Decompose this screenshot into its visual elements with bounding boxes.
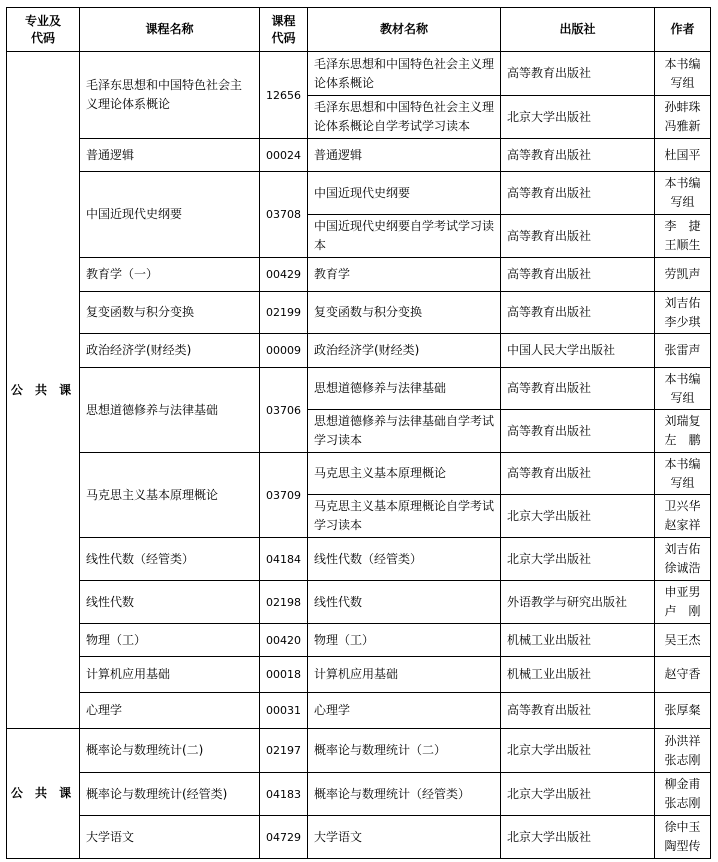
- course-code: 00024: [260, 139, 308, 172]
- table-row: [7, 729, 711, 773]
- author: 申亚男 卢 刚: [655, 581, 711, 624]
- textbook-title: 概率论与数理统计（经管类）: [308, 773, 501, 816]
- course-code: 02198: [260, 581, 308, 624]
- textbook-title: 心理学: [308, 693, 501, 729]
- author: 劳凯声: [655, 258, 711, 292]
- publisher: 高等教育出版社: [501, 172, 655, 215]
- header-course: 课程名称: [80, 8, 260, 52]
- table-row: [7, 139, 711, 172]
- course-code: 03709: [260, 453, 308, 538]
- author: 张厚粲: [655, 693, 711, 729]
- table-row: [7, 816, 711, 859]
- course-name: 中国近现代史纲要: [80, 172, 260, 258]
- textbook-title: 计算机应用基础: [308, 657, 501, 693]
- table-row: [7, 693, 711, 729]
- category-cell: 公 共 课: [7, 729, 80, 859]
- course-name: 马克思主义基本原理概论: [80, 453, 260, 538]
- course-code: 03708: [260, 172, 308, 258]
- course-name: 概率论与数理统计(经管类): [80, 773, 260, 816]
- publisher: 北京大学出版社: [501, 773, 655, 816]
- course-name: 复变函数与积分变换: [80, 292, 260, 334]
- textbook-title: 中国近现代史纲要自学考试学习读本: [308, 215, 501, 258]
- author: 孙洪祥 张志刚: [655, 729, 711, 773]
- author: 刘吉佑 李少琪: [655, 292, 711, 334]
- table-row: [7, 258, 711, 292]
- table-row: [7, 773, 711, 816]
- author: 赵守香: [655, 657, 711, 693]
- textbook-title: 政治经济学(财经类): [308, 334, 501, 368]
- publisher: 北京大学出版社: [501, 729, 655, 773]
- table-row: [7, 368, 711, 410]
- course-code: 03706: [260, 368, 308, 453]
- textbook-table: [6, 7, 711, 859]
- textbook-title: 复变函数与积分变换: [308, 292, 501, 334]
- publisher: 高等教育出版社: [501, 453, 655, 495]
- table-row: [7, 292, 711, 334]
- author: 本书编 写组: [655, 172, 711, 215]
- category-cell: 公 共 课: [7, 52, 80, 729]
- course-name: 毛泽东思想和中国特色社会主义理论体系概论: [80, 52, 260, 139]
- publisher: 高等教育出版社: [501, 139, 655, 172]
- table-row: [7, 538, 711, 581]
- course-code: 00018: [260, 657, 308, 693]
- publisher: 高等教育出版社: [501, 215, 655, 258]
- course-code: 02197: [260, 729, 308, 773]
- author: 刘瑞复 左 鹏: [655, 410, 711, 453]
- textbook-title: 思想道德修养与法律基础自学考试学习读本: [308, 410, 501, 453]
- author: 本书编 写组: [655, 453, 711, 495]
- textbook-title: 线性代数: [308, 581, 501, 624]
- course-name: 线性代数（经管类）: [80, 538, 260, 581]
- textbook-title: 思想道德修养与法律基础: [308, 368, 501, 410]
- course-name: 心理学: [80, 693, 260, 729]
- course-name: 概率论与数理统计(二): [80, 729, 260, 773]
- table-row: [7, 52, 711, 96]
- textbook-title: 毛泽东思想和中国特色社会主义理论体系概论: [308, 52, 501, 96]
- table-row: [7, 624, 711, 657]
- author: 李 捷 王顺生: [655, 215, 711, 258]
- author: 张雷声: [655, 334, 711, 368]
- author: 本书编 写组: [655, 368, 711, 410]
- course-code: 04183: [260, 773, 308, 816]
- course-name: 计算机应用基础: [80, 657, 260, 693]
- course-code: 12656: [260, 52, 308, 139]
- course-name: 政治经济学(财经类): [80, 334, 260, 368]
- textbook-title: 中国近现代史纲要: [308, 172, 501, 215]
- publisher: 外语教学与研究出版社: [501, 581, 655, 624]
- table-row: [7, 172, 711, 215]
- course-code: 00009: [260, 334, 308, 368]
- header-author: 作者: [655, 8, 711, 52]
- course-code: 02199: [260, 292, 308, 334]
- author: 徐中玉 陶型传: [655, 816, 711, 859]
- author: 卫兴华 赵家祥: [655, 495, 711, 538]
- author: 孙蚌珠 冯雅新: [655, 96, 711, 139]
- table-row: [7, 334, 711, 368]
- publisher: 机械工业出版社: [501, 657, 655, 693]
- course-name: 线性代数: [80, 581, 260, 624]
- course-name: 物理（工）: [80, 624, 260, 657]
- textbook-title: 马克思主义基本原理概论: [308, 453, 501, 495]
- publisher: 北京大学出版社: [501, 96, 655, 139]
- course-code: 04729: [260, 816, 308, 859]
- author: 刘吉佑 徐诚浩: [655, 538, 711, 581]
- course-name: 思想道德修养与法律基础: [80, 368, 260, 453]
- author: 柳金甫 张志刚: [655, 773, 711, 816]
- publisher: 北京大学出版社: [501, 816, 655, 859]
- textbook-title: 教育学: [308, 258, 501, 292]
- publisher: 高等教育出版社: [501, 258, 655, 292]
- header-code: 课程 代码: [260, 8, 308, 52]
- table-row: [7, 657, 711, 693]
- textbook-title: 线性代数（经管类）: [308, 538, 501, 581]
- table-row: [7, 453, 711, 495]
- publisher: 北京大学出版社: [501, 538, 655, 581]
- course-name: 教育学（一）: [80, 258, 260, 292]
- header-row: [7, 8, 711, 52]
- author: 吴王杰: [655, 624, 711, 657]
- publisher: 机械工业出版社: [501, 624, 655, 657]
- textbook-title: 普通逻辑: [308, 139, 501, 172]
- course-name: 大学语文: [80, 816, 260, 859]
- header-major: 专业及 代码: [7, 8, 80, 52]
- course-code: 00031: [260, 693, 308, 729]
- course-code: 00420: [260, 624, 308, 657]
- header-publisher: 出版社: [501, 8, 655, 52]
- publisher: 高等教育出版社: [501, 410, 655, 453]
- author: 本书编 写组: [655, 52, 711, 96]
- publisher: 高等教育出版社: [501, 693, 655, 729]
- course-code: 04184: [260, 538, 308, 581]
- publisher: 高等教育出版社: [501, 292, 655, 334]
- textbook-title: 马克思主义基本原理概论自学考试学习读本: [308, 495, 501, 538]
- author: 杜国平: [655, 139, 711, 172]
- textbook-title: 毛泽东思想和中国特色社会主义理论体系概论自学考试学习读本: [308, 96, 501, 139]
- publisher: 北京大学出版社: [501, 495, 655, 538]
- textbook-title: 大学语文: [308, 816, 501, 859]
- course-code: 00429: [260, 258, 308, 292]
- header-textbook: 教材名称: [308, 8, 501, 52]
- textbook-title: 概率论与数理统计（二）: [308, 729, 501, 773]
- publisher: 高等教育出版社: [501, 368, 655, 410]
- course-name: 普通逻辑: [80, 139, 260, 172]
- publisher: 中国人民大学出版社: [501, 334, 655, 368]
- publisher: 高等教育出版社: [501, 52, 655, 96]
- textbook-title: 物理（工）: [308, 624, 501, 657]
- table-row: [7, 581, 711, 624]
